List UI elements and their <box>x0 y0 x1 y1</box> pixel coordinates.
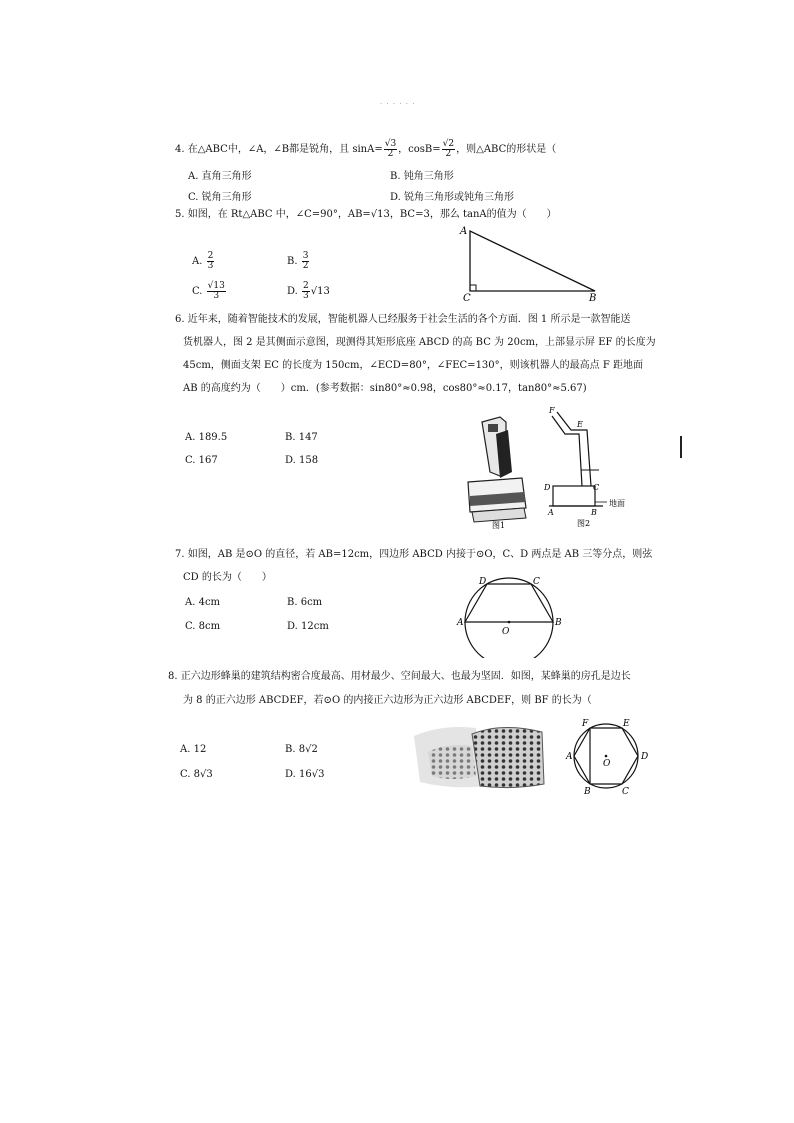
q6-option-b[interactable]: B. 147 <box>285 432 318 443</box>
q5-option-d-label: D. <box>287 286 298 297</box>
q4-cos-denominator: 2 <box>445 149 452 159</box>
q5-option-b-label: B. <box>287 256 298 267</box>
q6-label-b: B <box>591 508 597 517</box>
q5-c-den: 3 <box>213 291 220 301</box>
q8-honeycomb-photo <box>402 716 548 790</box>
q7-option-a[interactable]: A. 4cm <box>185 597 221 608</box>
q5-option-d-fraction <box>302 282 310 301</box>
q6-side-schematic <box>535 402 645 528</box>
q5-a-den: 3 <box>207 261 214 271</box>
q5-d-num: 2 <box>303 281 309 291</box>
q5-option-a[interactable] <box>192 252 215 271</box>
q6-rectangle-abcd <box>553 486 595 506</box>
q4-suffix: ，则△ABC的形状是（ <box>456 144 557 155</box>
q5-d-tail: √13 <box>310 286 330 297</box>
q6-support-frame-right <box>557 412 591 486</box>
q4-mid: ，cosB= <box>398 144 441 155</box>
q7-label-b: B <box>555 618 562 628</box>
q7-option-b[interactable]: B. 6cm <box>287 597 323 608</box>
q8-label-a: A <box>566 752 573 762</box>
q7-circle-figure <box>455 574 565 658</box>
q5-option-c-label: C. <box>192 286 203 297</box>
q7-label-a: A <box>457 618 464 628</box>
q7-label-o: O <box>502 627 510 637</box>
q5-b-den: 2 <box>302 261 309 271</box>
q6-option-a[interactable]: A. 189.5 <box>185 432 228 443</box>
q5-option-a-fraction <box>207 252 215 271</box>
q8-label-f: F <box>582 719 589 729</box>
robot-screen-display <box>488 424 498 432</box>
q6-label-c: C <box>593 483 600 492</box>
q5-label-a: A <box>460 226 468 237</box>
q6-fig2-caption: 图2 <box>577 519 591 528</box>
q5-option-c[interactable] <box>192 282 227 301</box>
q6-label-d: D <box>544 483 551 492</box>
q5-d-den: 3 <box>303 291 309 301</box>
q7-center-dot <box>508 621 511 624</box>
scan-edge-mark <box>680 436 682 458</box>
q8-line-1: 8. 正六边形蜂巢的建筑结构密合度最高、用材最少、空间最大、也最为坚固．如图，某蜂巢的房孔是边长 <box>168 671 631 682</box>
honeycomb-cells-left <box>428 745 476 779</box>
q4-cos-numerator: √2 <box>442 139 455 149</box>
q8-label-b: B <box>584 787 591 796</box>
question-4-stem <box>175 140 556 159</box>
page-header-mark: · · · · · · <box>380 100 416 108</box>
q6-ground-label: 地面 <box>609 499 625 508</box>
q7-label-d: D <box>479 577 487 587</box>
q5-option-a-label: A. <box>192 256 203 267</box>
q5-option-b[interactable] <box>287 252 310 271</box>
honeycomb-cells <box>472 727 544 787</box>
q8-hexagon-figure <box>562 714 654 796</box>
q6-label-e: E <box>577 420 583 429</box>
q5-option-d[interactable] <box>287 282 330 301</box>
q6-label-f: F <box>549 406 555 415</box>
q7-line-2: CD 的长为（ ） <box>183 572 272 583</box>
q6-option-c[interactable]: C. 167 <box>185 455 218 466</box>
q4-sin-denominator: 2 <box>387 149 394 159</box>
q5-label-c: C <box>463 293 471 304</box>
q8-center-dot <box>605 755 608 758</box>
q8-option-d[interactable]: D. 16√3 <box>285 769 325 780</box>
q6-fig1-caption: 图1 <box>492 521 506 530</box>
q5-right-triangle-figure <box>455 222 615 304</box>
q8-label-o: O <box>603 759 611 769</box>
q6-option-d[interactable]: D. 158 <box>285 455 319 466</box>
q7-circle-o <box>465 578 553 658</box>
q8-option-b[interactable]: B. 8√2 <box>285 744 318 755</box>
q4-option-b[interactable]: B. 钝角三角形 <box>390 171 454 182</box>
q8-label-d: D <box>641 752 649 762</box>
q8-option-c[interactable]: C. 8√3 <box>180 769 213 780</box>
q7-quadrilateral-abcd <box>465 584 553 622</box>
q8-option-a[interactable]: A. 12 <box>180 744 207 755</box>
q5-option-b-fraction <box>302 252 310 271</box>
q6-line-4: AB 的高度约为（ ）cm．(参考数据：sin80°≈0.98，cos80°≈0.17，tan80°≈5.67) <box>183 383 587 394</box>
q8-line-2: 为 8 的正六边形 ABCDEF，若⊙O 的内接正六边形为正六边形 ABCDEF，则 BF 的长为（ <box>183 695 592 706</box>
q4-prefix: 4. 在△ABC中，∠A，∠B都是锐角，且 sinA= <box>175 144 383 155</box>
q6-line-2: 货机器人，图 2 是其侧面示意图，现测得其矩形底座 ABCD 的高 BC 为 20cm，上部显示屏 EF 的长度为 <box>183 337 656 348</box>
q6-robot-photo <box>460 412 538 530</box>
q8-label-e: E <box>623 719 630 729</box>
q5-triangle <box>470 231 595 291</box>
q7-option-d[interactable]: D. 12cm <box>287 621 329 632</box>
q5-a-num: 2 <box>207 251 214 261</box>
q4-sin-numerator: √3 <box>384 139 397 149</box>
q6-label-a: A <box>548 508 554 517</box>
q7-option-c[interactable]: C. 8cm <box>185 621 221 632</box>
q4-cos-fraction <box>442 140 455 159</box>
q4-option-d[interactable]: D. 锐角三角形或钝角三角形 <box>390 192 515 203</box>
q6-line-3: 45cm，侧面支架 EC 的长度为 150cm，∠ECD=80°，∠FEC=130°，则该机器人的最高点 F 距地面 <box>183 360 643 371</box>
q6-line-1: 6. 近年来，随着智能技术的发展，智能机器人已经服务于社会生活的各个方面．图 1 所示是一款智能送 <box>175 314 631 325</box>
q5-label-b: B <box>589 293 597 304</box>
q7-line-1: 7. 如图，AB 是⊙O 的直径，若 AB=12cm，四边形 ABCD 内接于⊙O，C、D 两点是 AB 三等分点，则弦 <box>175 549 653 560</box>
q7-label-c: C <box>533 577 540 587</box>
q5-b-num: 3 <box>302 251 309 261</box>
question-5-stem: 5. 如图，在 Rt△ABC 中，∠C=90°，AB=√13，BC=3，那么 tanA的值为（ ） <box>175 209 557 220</box>
q4-sin-fraction <box>384 140 397 159</box>
q4-option-c[interactable]: C. 锐角三角形 <box>188 192 252 203</box>
q8-label-c: C <box>622 787 629 796</box>
q5-c-num: √13 <box>207 281 225 291</box>
q4-option-a[interactable]: A. 直角三角形 <box>188 171 252 182</box>
q5-option-c-fraction <box>207 282 226 301</box>
q5-right-angle-mark <box>470 285 476 291</box>
